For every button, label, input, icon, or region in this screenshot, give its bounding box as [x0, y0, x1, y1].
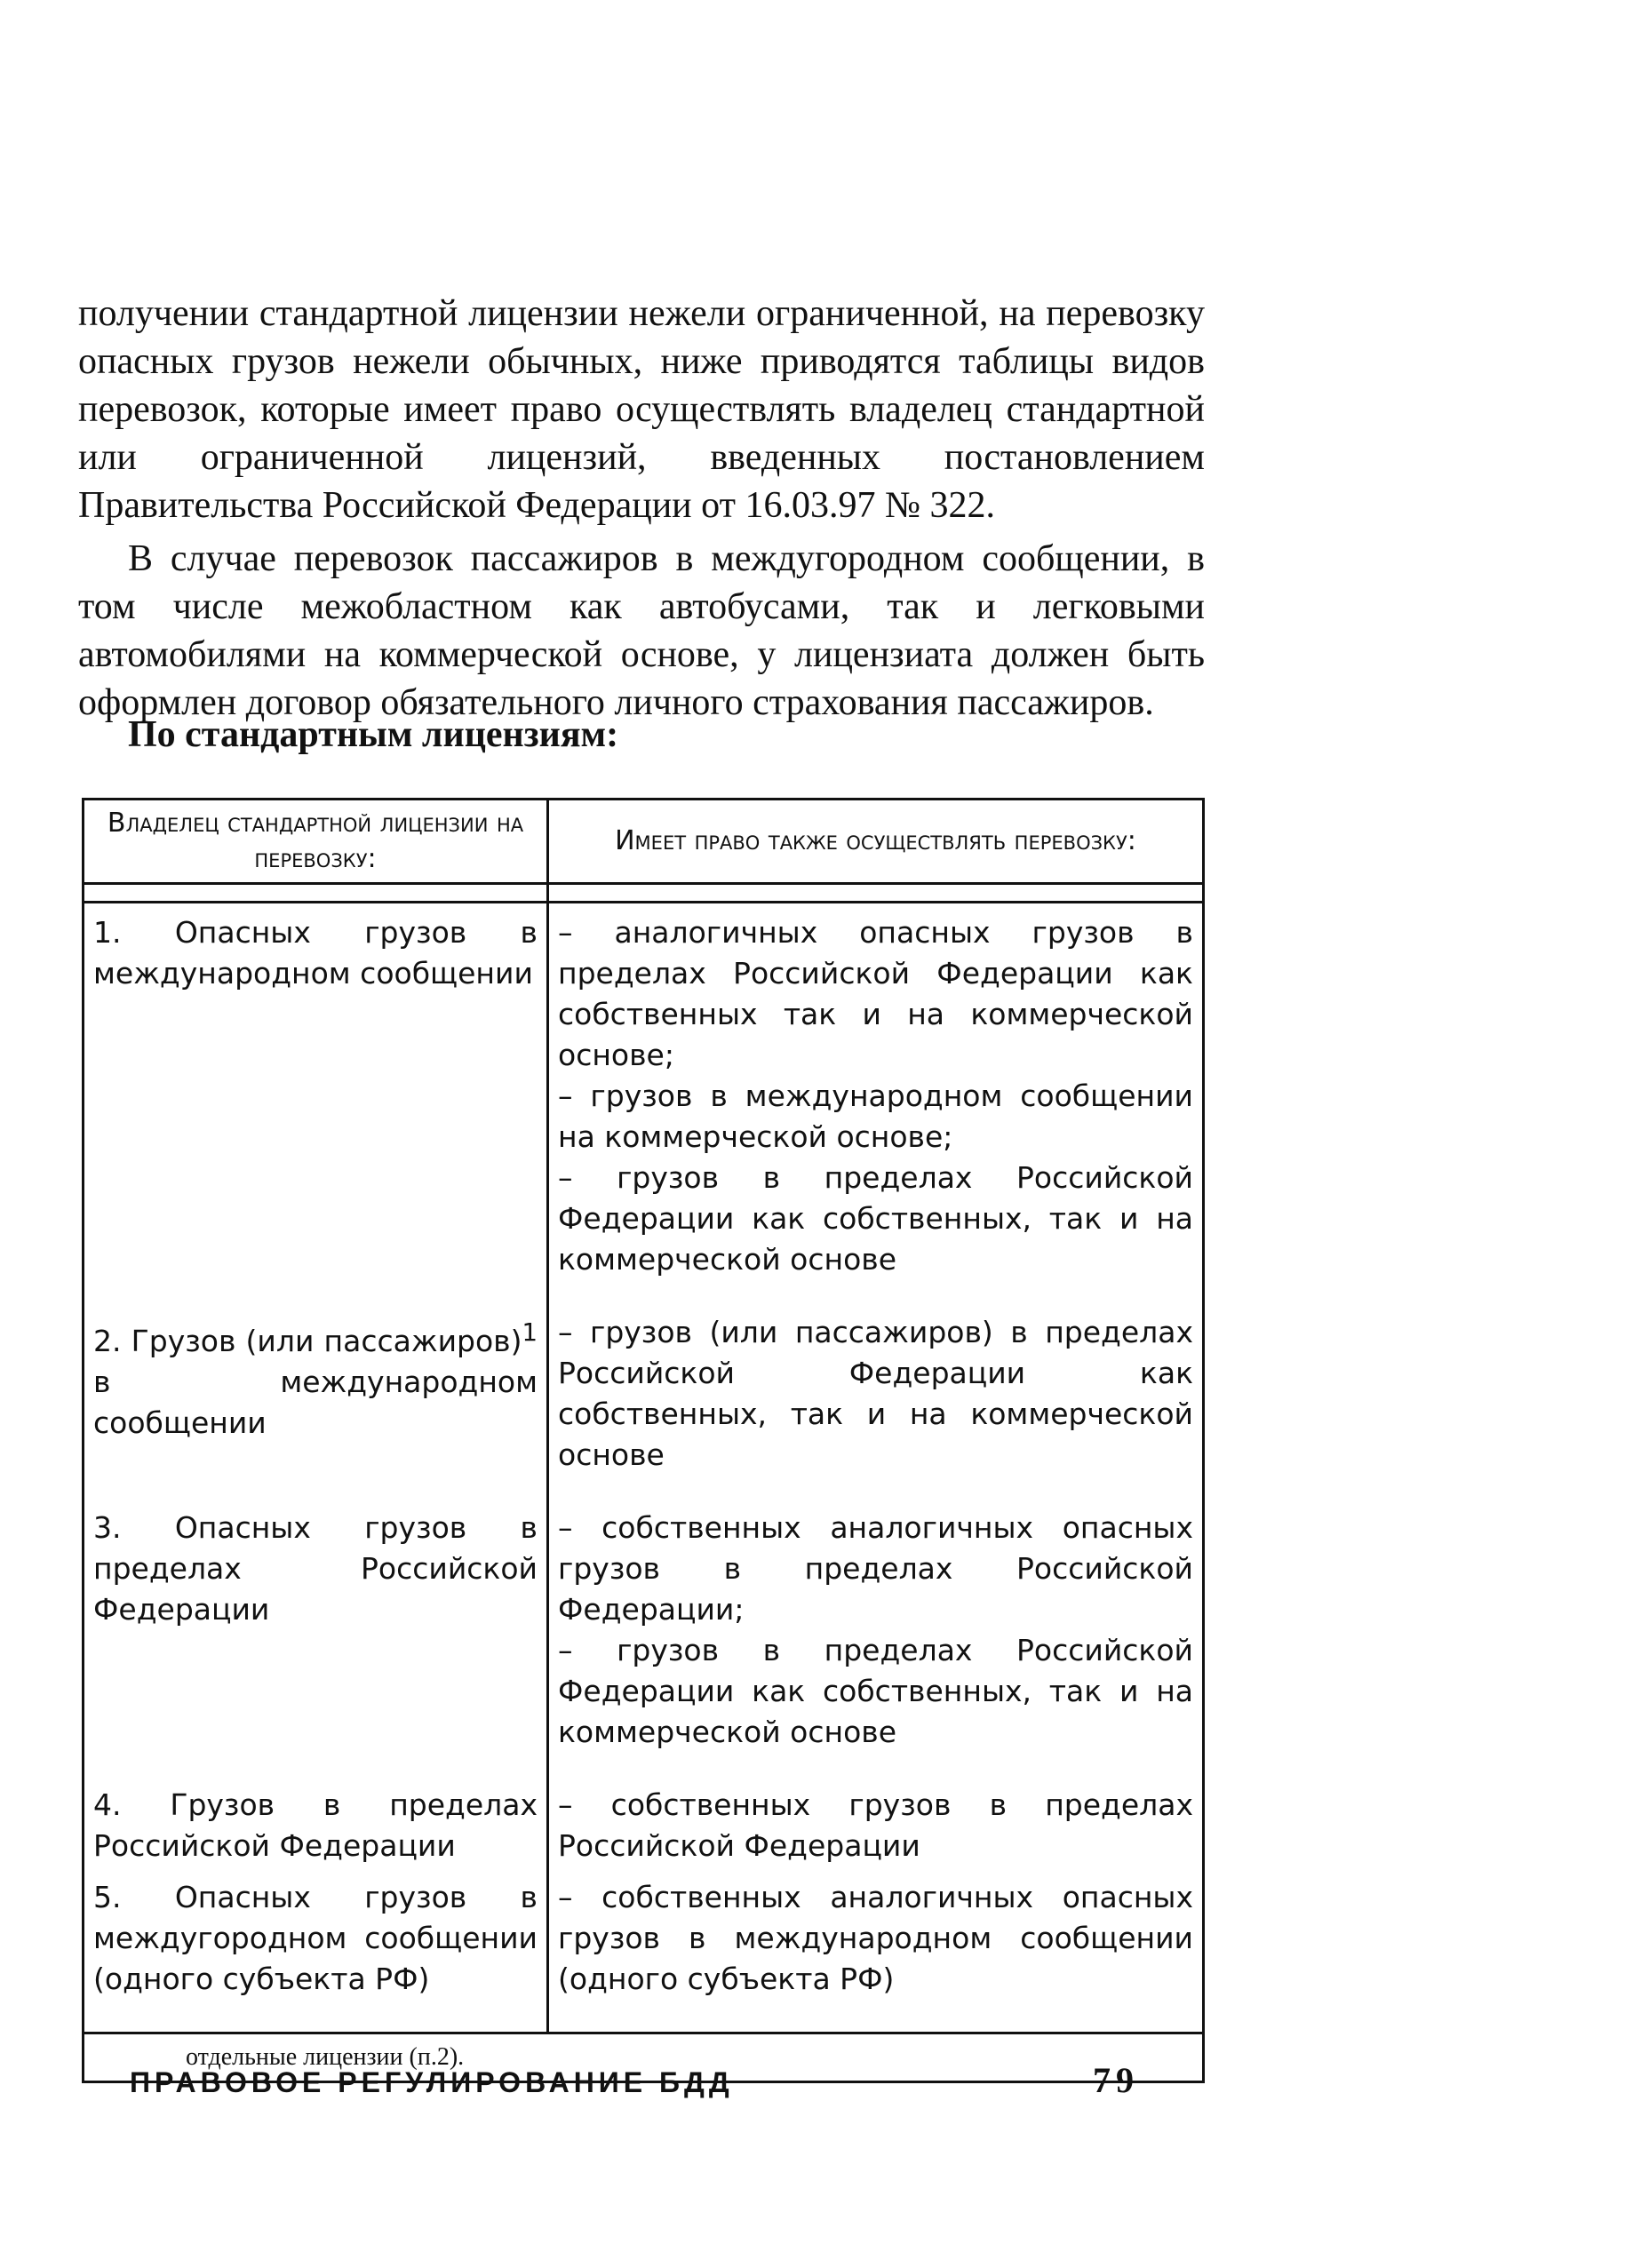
license-type-cell: 5. Опасных грузов в междугородном сообщении (одного субъекта РФ) [82, 1866, 546, 2032]
rights-cell [546, 1280, 1205, 1476]
footnote-marker: 1 [522, 1318, 538, 1347]
license-type-text: в международном сообщении [93, 1365, 538, 1440]
license-type-cell [82, 1280, 546, 1476]
section-heading: По стандартным лицензиям: [128, 714, 619, 755]
footnote-text: отдельные лицензии (п.2). [82, 2032, 1205, 2083]
license-type-cell: 4. Грузов в пределах Российской Федерации [82, 1753, 546, 1866]
page-footer [130, 2059, 1139, 2101]
license-type-cell: 1. Опасных грузов в международном сообщении [82, 901, 546, 1280]
page-number: 79 [1093, 2060, 1139, 2100]
header-license-holder: Владелец стандартной лицензии на перевозку: [82, 798, 546, 885]
rights-item: – грузов в международном сообщении на коммерческой основе; [558, 1078, 1193, 1154]
rights-item: – аналогичных опасных грузов в пределах Российской Федерации как собственных так и на коммерческой основе; [558, 915, 1193, 1072]
running-title: ПРАВОВОЕ РЕГУЛИРОВАНИЕ БДД [130, 2066, 734, 2098]
table-header-row [82, 798, 1205, 885]
rights-cell [546, 901, 1205, 1280]
license-type-text: 2. Грузов (или пассажиров) [93, 1324, 522, 1358]
license-table [82, 798, 1205, 2083]
rights-item: – собственных грузов в пределах Российской Федерации [558, 1787, 1193, 1863]
rights-item: – грузов в пределах Российской Федерации как собственных, так и на коммерческой основе [558, 1633, 1193, 1749]
rights-item: – собственных аналогичных опасных грузов в пределах Российской Федерации; [558, 1510, 1193, 1627]
rights-item: – собственных аналогичных опасных грузов в международном сообщении (одного субъекта РФ) [558, 1880, 1193, 1996]
rights-cell [546, 1753, 1205, 1866]
rights-item: – грузов в пределах Российской Федерации как собственных, так и на коммерческой основе [558, 1160, 1193, 1277]
rights-cell [546, 1476, 1205, 1753]
table-row [82, 1866, 1205, 2032]
header-additional-rights: Имеет право также осуществлять перевозку: [546, 798, 1205, 885]
table-row [82, 1280, 1205, 1476]
rights-item: – грузов (или пассажиров) в пределах Российской Федерации как собственных, так и на коммерческой основе [558, 1315, 1193, 1472]
table-row [82, 1753, 1205, 1866]
body-text [78, 290, 1205, 727]
rights-cell [546, 1866, 1205, 2032]
license-type-cell: 3. Опасных грузов в пределах Российской Федерации [82, 1476, 546, 1753]
table-row [82, 1476, 1205, 1753]
table-row [82, 901, 1205, 1280]
table-gap [82, 885, 1205, 901]
paragraph: получении стандартной лицензии нежели ограниченной, на перевозку опасных грузов нежели обычных, ниже приводятся таблицы видов перевозок, которые имеет право осуществлять владелец стандартной или ограниченной лицензий, введенных постановлением Правительства Российской Федерации от 16.03.97 № 322. [78, 293, 1205, 526]
paragraph: В случае перевозок пассажиров в междугородном сообщении, в том числе межобластном как автобусами, так и легковыми автомобилями на коммерческой основе, у лицензиата должен быть оформлен договор обязательного личного страхования пассажиров. [78, 538, 1205, 723]
